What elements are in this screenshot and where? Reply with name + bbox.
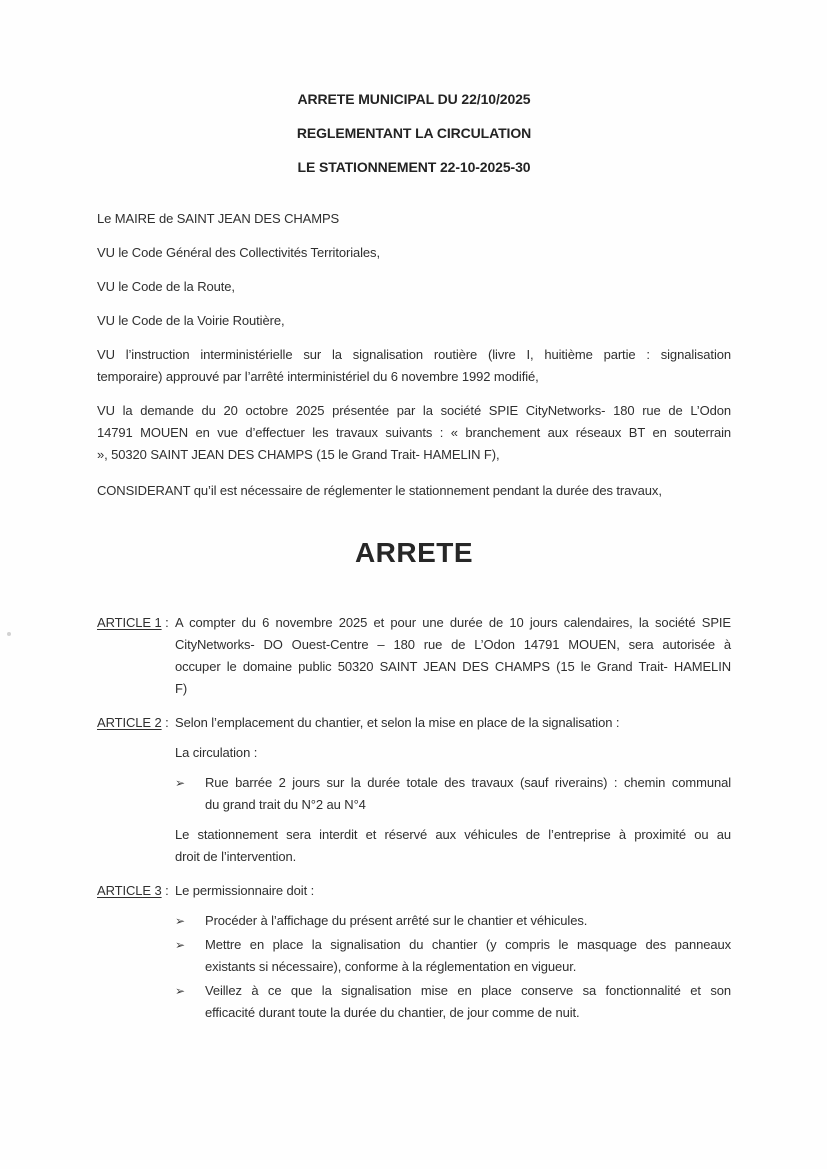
bullet-arrow-icon: ➢ xyxy=(175,914,185,928)
bullet-text xyxy=(205,980,731,1024)
paragraph-line: La circulation : xyxy=(175,745,258,760)
preamble-paragraph xyxy=(97,242,731,264)
article-paragraph xyxy=(175,742,731,764)
article-label-text: ARTICLE 3 xyxy=(97,883,162,898)
preamble-paragraph xyxy=(97,276,731,298)
paragraph-line: Procéder à l’affichage du présent arrêté sur le chantier et véhicules. xyxy=(205,913,588,928)
paragraph-line: efficacité durant toute la durée du chantier, de jour comme de nuit. xyxy=(205,1005,580,1020)
bullet-list xyxy=(175,910,731,1024)
bullet-list xyxy=(175,772,731,816)
paragraph-line: CONSIDERANT qu’il est nécessaire de réglementer le stationnement pendant la durée des travaux, xyxy=(97,483,662,498)
paragraph-line: VU la demande du 20 octobre 2025 présentée par la société SPIE CityNetworks- 180 rue de L’Odon xyxy=(97,403,731,418)
paragraph-line: F) xyxy=(175,681,188,696)
bullet-item xyxy=(175,934,731,978)
article-label-colon: : xyxy=(161,883,169,898)
title-line-2: REGLEMENTANT LA CIRCULATION xyxy=(296,125,532,141)
decree-heading: ARRETE xyxy=(354,537,474,568)
bullet-arrow-icon: ➢ xyxy=(175,938,185,952)
paragraph-line: existants si nécessaire), conforme à la réglementation en vigueur. xyxy=(205,959,577,974)
article-paragraph xyxy=(175,712,731,734)
article-content xyxy=(175,880,731,1026)
paragraph-line: droit de l’intervention. xyxy=(175,849,297,864)
article-label-text: ARTICLE 2 xyxy=(97,715,162,730)
bullet-text xyxy=(205,910,731,932)
paragraph-line: Selon l’emplacement du chantier, et selon la mise en place de la signalisation : xyxy=(175,715,620,730)
paragraph-line: A compter du 6 novembre 2025 et pour une durée de 10 jours calendaires, la société SPIE xyxy=(175,615,731,630)
paragraph-line: Mettre en place la signalisation du chantier (y compris le masquage des panneaux xyxy=(205,937,731,952)
preamble-paragraph xyxy=(97,400,731,466)
paragraph-line: du grand trait du N°2 au N°4 xyxy=(205,797,366,812)
paragraph-line: Rue barrée 2 jours sur la durée totale des travaux (sauf riverains) : chemin communal xyxy=(205,775,731,790)
article-content xyxy=(175,712,731,868)
title-line-1: ARRETE MUNICIPAL DU 22/10/2025 xyxy=(297,91,531,107)
title-line-3: LE STATIONNEMENT 22-10-2025-30 xyxy=(297,159,531,175)
preamble-paragraph xyxy=(97,480,731,502)
paragraph-line: VU l’instruction interministérielle sur la signalisation routière (livre I, huitième partie : signalisation xyxy=(97,347,731,362)
preamble-paragraph xyxy=(97,208,731,230)
bullet-text xyxy=(205,934,731,978)
preamble-paragraph xyxy=(97,344,731,388)
article-label xyxy=(97,712,175,868)
article-label-text: ARTICLE 1 xyxy=(97,615,162,630)
article-paragraph xyxy=(175,612,731,700)
article xyxy=(97,612,731,700)
article-label xyxy=(97,880,175,1026)
preamble-paragraph xyxy=(97,310,731,332)
bullet-text xyxy=(205,772,731,816)
article-label-colon: : xyxy=(161,715,169,730)
paragraph-line: Le MAIRE de SAINT JEAN DES CHAMPS xyxy=(97,211,340,226)
articles-section xyxy=(97,612,731,1026)
article-paragraph xyxy=(175,880,731,902)
paragraph-line: Le permissionnaire doit : xyxy=(175,883,315,898)
bullet-item xyxy=(175,772,731,816)
document-title xyxy=(97,88,731,178)
paragraph-line: », 50320 SAINT JEAN DES CHAMPS (15 le Grand Trait- HAMELIN F), xyxy=(97,447,500,462)
paragraph-line: VU le Code de la Route, xyxy=(97,279,235,294)
bullet-arrow-icon: ➢ xyxy=(175,776,185,790)
paragraph-line: VU le Code de la Voirie Routière, xyxy=(97,313,285,328)
bullet-item xyxy=(175,980,731,1024)
preamble-section xyxy=(97,208,731,502)
paragraph-line: Le stationnement sera interdit et réservé aux véhicules de l’entreprise à proximité ou au xyxy=(175,827,731,842)
paragraph-line: Veillez à ce que la signalisation mise en place conserve sa fonctionnalité et son xyxy=(205,983,731,998)
article xyxy=(97,880,731,1026)
bullet-item xyxy=(175,910,731,932)
scan-artifact xyxy=(7,632,11,636)
paragraph-line: 14791 MOUEN en vue d’effectuer les travaux suivants : « branchement aux réseaux BT en souterrain xyxy=(97,425,731,440)
paragraph-line: temporaire) approuvé par l’arrêté interministériel du 6 novembre 1992 modifié, xyxy=(97,369,539,384)
article-content xyxy=(175,612,731,700)
article-paragraph xyxy=(175,824,731,868)
paragraph-line: CityNetworks- DO Ouest-Centre – 180 rue de L’Odon 14791 MOUEN, sera autorisée à xyxy=(175,637,731,652)
article xyxy=(97,712,731,868)
bullet-arrow-icon: ➢ xyxy=(175,984,185,998)
article-label-colon: : xyxy=(161,615,169,630)
article-label xyxy=(97,612,175,700)
paragraph-line: VU le Code Général des Collectivités Territoriales, xyxy=(97,245,380,260)
paragraph-line: occuper le domaine public 50320 SAINT JEAN DES CHAMPS (15 le Grand Trait- HAMELIN xyxy=(175,659,731,674)
